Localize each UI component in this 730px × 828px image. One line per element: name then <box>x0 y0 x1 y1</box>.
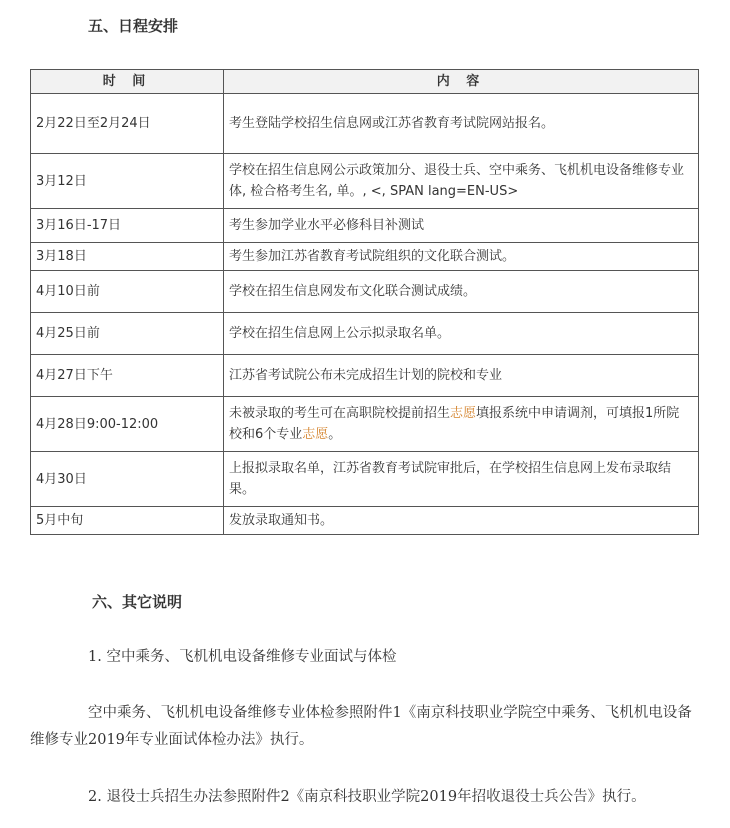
time-cell: 3月18日 <box>31 243 224 271</box>
zhiyuan-link[interactable]: 志愿 <box>302 427 329 442</box>
content-cell: 考生参加江苏省教育考试院组织的文化联合测试。 <box>224 243 699 271</box>
table-row <box>31 154 699 209</box>
zhiyuan-link[interactable]: 志愿 <box>450 406 477 421</box>
time-cell: 5月中旬 <box>31 507 224 535</box>
content-cell: 学校在招生信息网公示政策加分、退役士兵、空中乘务、飞机机电设备维修专业体, 检合格考生名, 单。, <, SPAN lang=EN-US> <box>224 154 699 209</box>
note-item-2: 2. 退役士兵招生办法参照附件2《南京科技职业学院2019年招收退役士兵公告》执行。 <box>88 789 646 805</box>
table-row <box>31 397 699 452</box>
time-cell: 4月27日下午 <box>31 355 224 397</box>
table-row <box>31 94 699 154</box>
content-cell: 考生登陆学校招生信息网或江苏省教育考试院网站报名。 <box>224 94 699 154</box>
content-text: 。 <box>328 427 342 442</box>
content-cell: 学校在招生信息网发布文化联合测试成绩。 <box>224 271 699 313</box>
time-cell: 4月25日前 <box>31 313 224 355</box>
content-cell: 考生参加学业水平必修科目补测试 <box>224 209 699 243</box>
section-title-other-notes: 六、其它说明 <box>92 593 183 611</box>
column-header-content: 内 容 <box>224 70 699 94</box>
time-cell: 4月10日前 <box>31 271 224 313</box>
table-row <box>31 271 699 313</box>
content-cell: 上报拟录取名单，江苏省教育考试院审批后，在学校招生信息网上发布录取结果。 <box>224 452 699 507</box>
content-cell: 发放录取通知书。 <box>224 507 699 535</box>
content-text: 未被录取的考生可在高职院校提前招生 <box>229 406 451 421</box>
table-header-row <box>31 70 699 94</box>
content-cell: 学校在招生信息网上公示拟录取名单。 <box>224 313 699 355</box>
table-row <box>31 313 699 355</box>
time-cell: 3月16日-17日 <box>31 209 224 243</box>
time-cell: 4月28日9:00-12:00 <box>31 397 224 452</box>
table-row <box>31 452 699 507</box>
table-row <box>31 243 699 271</box>
table-row <box>31 507 699 535</box>
schedule-table <box>30 69 699 535</box>
note-item-1-body: 空中乘务、飞机机电设备维修专业体检参照附件1《南京科技职业学院空中乘务、飞机机电设备维修专业2019年专业面试体检办法》执行。 <box>30 705 692 748</box>
time-cell: 2月22日至2月24日 <box>31 94 224 154</box>
table-row <box>31 355 699 397</box>
note-item-1-heading: 1. 空中乘务、飞机机电设备维修专业面试与体检 <box>88 649 397 665</box>
section-title-schedule: 五、日程安排 <box>88 17 179 35</box>
table-row <box>31 209 699 243</box>
content-cell <box>224 397 699 452</box>
column-header-time: 时 间 <box>31 70 224 94</box>
content-text: 填报系统中申请调剂，可填报1所院校和6个专业 <box>229 406 680 442</box>
time-cell: 4月30日 <box>31 452 224 507</box>
time-cell: 3月12日 <box>31 154 224 209</box>
content-cell: 江苏省考试院公布未完成招生计划的院校和专业 <box>224 355 699 397</box>
